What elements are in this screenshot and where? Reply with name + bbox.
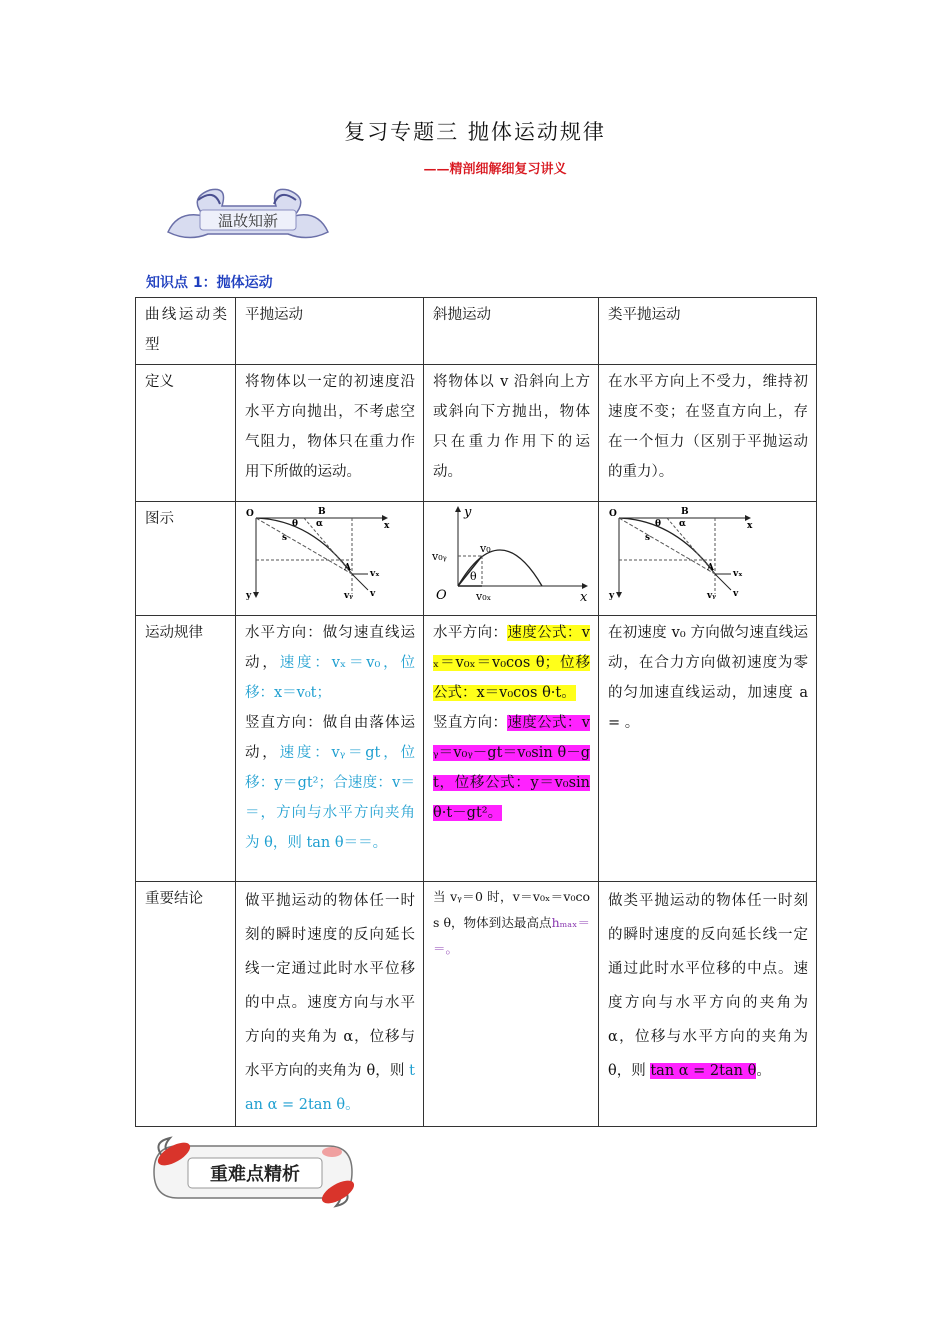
rules-quasi: 在初速度 v₀ 方向做匀速直线运动，在合力方向做初速度为零的匀加速直线运动，加速度 a = 。	[599, 616, 817, 882]
label-vy: vᵧ	[344, 591, 353, 600]
oblique-horizontal-formula: 速度公式：vₓ＝v₀ₓ＝v₀cos θ；位移公式：x＝v₀cos θ·t。	[433, 625, 590, 701]
conclusion-flat-text: 做平抛运动的物体任一时刻的瞬时速度的反向延长线一定通过此时水平位移的中点。速度方向与水平方向的夹角为 α，位移与水平方向的夹角为 θ，则	[245, 893, 415, 1079]
label-vx: vₓ	[370, 569, 380, 579]
conclusion-flat	[236, 882, 424, 1127]
row-label-conclusion: 重要结论	[136, 882, 236, 1127]
def-quasi: 在水平方向上不受力，维持初速度不变；在竖直方向上，存在一个恒力（区别于平抛运动的重力）。	[599, 365, 817, 502]
conclusion-quasi	[599, 882, 817, 1127]
label-B: B	[318, 507, 326, 517]
label-O: O	[609, 509, 617, 519]
label-v0x: v₀ₓ	[476, 590, 492, 603]
def-oblique: 将物体以 v 沿斜向上方或斜向下方抛出，物体只在重力作用下的运动。	[424, 365, 599, 502]
label-s: s	[282, 533, 288, 543]
header-oblique: 斜抛运动	[424, 298, 599, 365]
label-theta: θ	[655, 519, 662, 529]
label-A: A	[707, 563, 714, 573]
table-row	[136, 882, 817, 1127]
page-subtitle: ——精剖细解细复习讲义	[423, 162, 567, 177]
header-type: 曲线运动类型	[136, 298, 236, 365]
table-row	[136, 365, 817, 502]
label-A: A	[344, 563, 351, 573]
flat-vertical-formula: 速度：vᵧ＝gt，位移：y＝gt²；合速度：v＝＝，方向与水平方向夹角为 θ，则 tan θ＝＝。	[245, 745, 415, 851]
flat-horizontal-label: 水平方向：做匀速直线运动，	[245, 625, 415, 671]
label-y: y	[609, 591, 615, 600]
page-title: 复习专题三 抛体运动规律	[344, 120, 606, 144]
banner-key-points-text: 重难点精析	[210, 1164, 300, 1185]
projectile-table	[135, 297, 817, 1127]
conclusion-oblique	[424, 882, 599, 1127]
conclusion-quasi-text: 做类平抛运动的物体任一时刻的瞬时速度的反向延长线一定通过此时水平位移的中点。速度方向与水平方向的夹角为 α，位移与水平方向的夹角为 θ，则	[608, 893, 808, 1079]
label-theta: θ	[292, 519, 299, 529]
rules-oblique	[424, 616, 599, 882]
flat-vertical-label: 竖直方向：做自由落体运动，	[245, 715, 415, 761]
rules-flat	[236, 616, 424, 882]
label-x: x	[384, 521, 390, 531]
row-label-figure: 图示	[136, 502, 236, 616]
label-alpha: α	[316, 519, 323, 529]
quasi-projectile-diagram	[605, 504, 755, 600]
label-theta: θ	[470, 570, 477, 583]
oblique-projectile-diagram	[430, 504, 595, 604]
label-alpha: α	[679, 519, 686, 529]
section-heading: 知识点 1：抛体运动	[146, 275, 273, 291]
conclusion-oblique-text: 当 vᵧ＝0 时，v＝v₀ₓ＝v₀cos θ，物体到达最高点	[433, 889, 590, 930]
label-x: x	[747, 521, 753, 531]
label-y: y	[464, 505, 472, 520]
label-v0: v₀	[480, 542, 491, 555]
label-O: O	[246, 509, 254, 519]
label-v: v	[370, 589, 376, 599]
conclusion-quasi-formula: tan α = 2tan θ	[650, 1063, 757, 1079]
table-row	[136, 298, 817, 365]
banner-key-points-icon	[148, 1132, 358, 1212]
table-row	[136, 616, 817, 882]
label-vy: vᵧ	[707, 591, 716, 600]
oblique-vertical-formula: 速度公式：vᵧ＝v₀ᵧ－gt＝v₀sin θ－gt，位移公式：y＝v₀sin θ·t－gt²。	[433, 715, 590, 821]
table-row	[136, 502, 817, 616]
label-x: x	[580, 590, 588, 604]
banner-review-text: 温故知新	[217, 212, 279, 230]
label-s: s	[645, 533, 651, 543]
label-vx: vₓ	[733, 569, 743, 579]
header-flat: 平抛运动	[236, 298, 424, 365]
label-B: B	[681, 507, 689, 517]
label-v0y: v₀ᵧ	[432, 550, 447, 563]
oblique-vertical-label: 竖直方向：	[433, 715, 508, 731]
def-flat: 将物体以一定的初速度沿水平方向抛出，不考虑空气阻力，物体只在重力作用下所做的运动。	[236, 365, 424, 502]
label-O: O	[436, 588, 447, 603]
conclusion-flat-formula: tan α = 2tan θ。	[245, 1063, 415, 1113]
flat-horizontal-formula: 速度：vₓ＝v₀，位移：x＝v₀t；	[245, 655, 415, 701]
banner-review-icon	[158, 180, 336, 250]
conclusion-quasi-end: 。	[756, 1063, 771, 1079]
flat-projectile-diagram	[242, 504, 392, 600]
row-label-definition: 定义	[136, 365, 236, 502]
label-y: y	[246, 591, 252, 600]
oblique-horizontal-label: 水平方向：	[433, 625, 508, 641]
label-v: v	[733, 589, 739, 599]
header-quasi: 类平抛运动	[599, 298, 817, 365]
conclusion-oblique-formula: hₘₐₓ＝＝。	[433, 915, 590, 956]
row-label-rules: 运动规律	[136, 616, 236, 882]
